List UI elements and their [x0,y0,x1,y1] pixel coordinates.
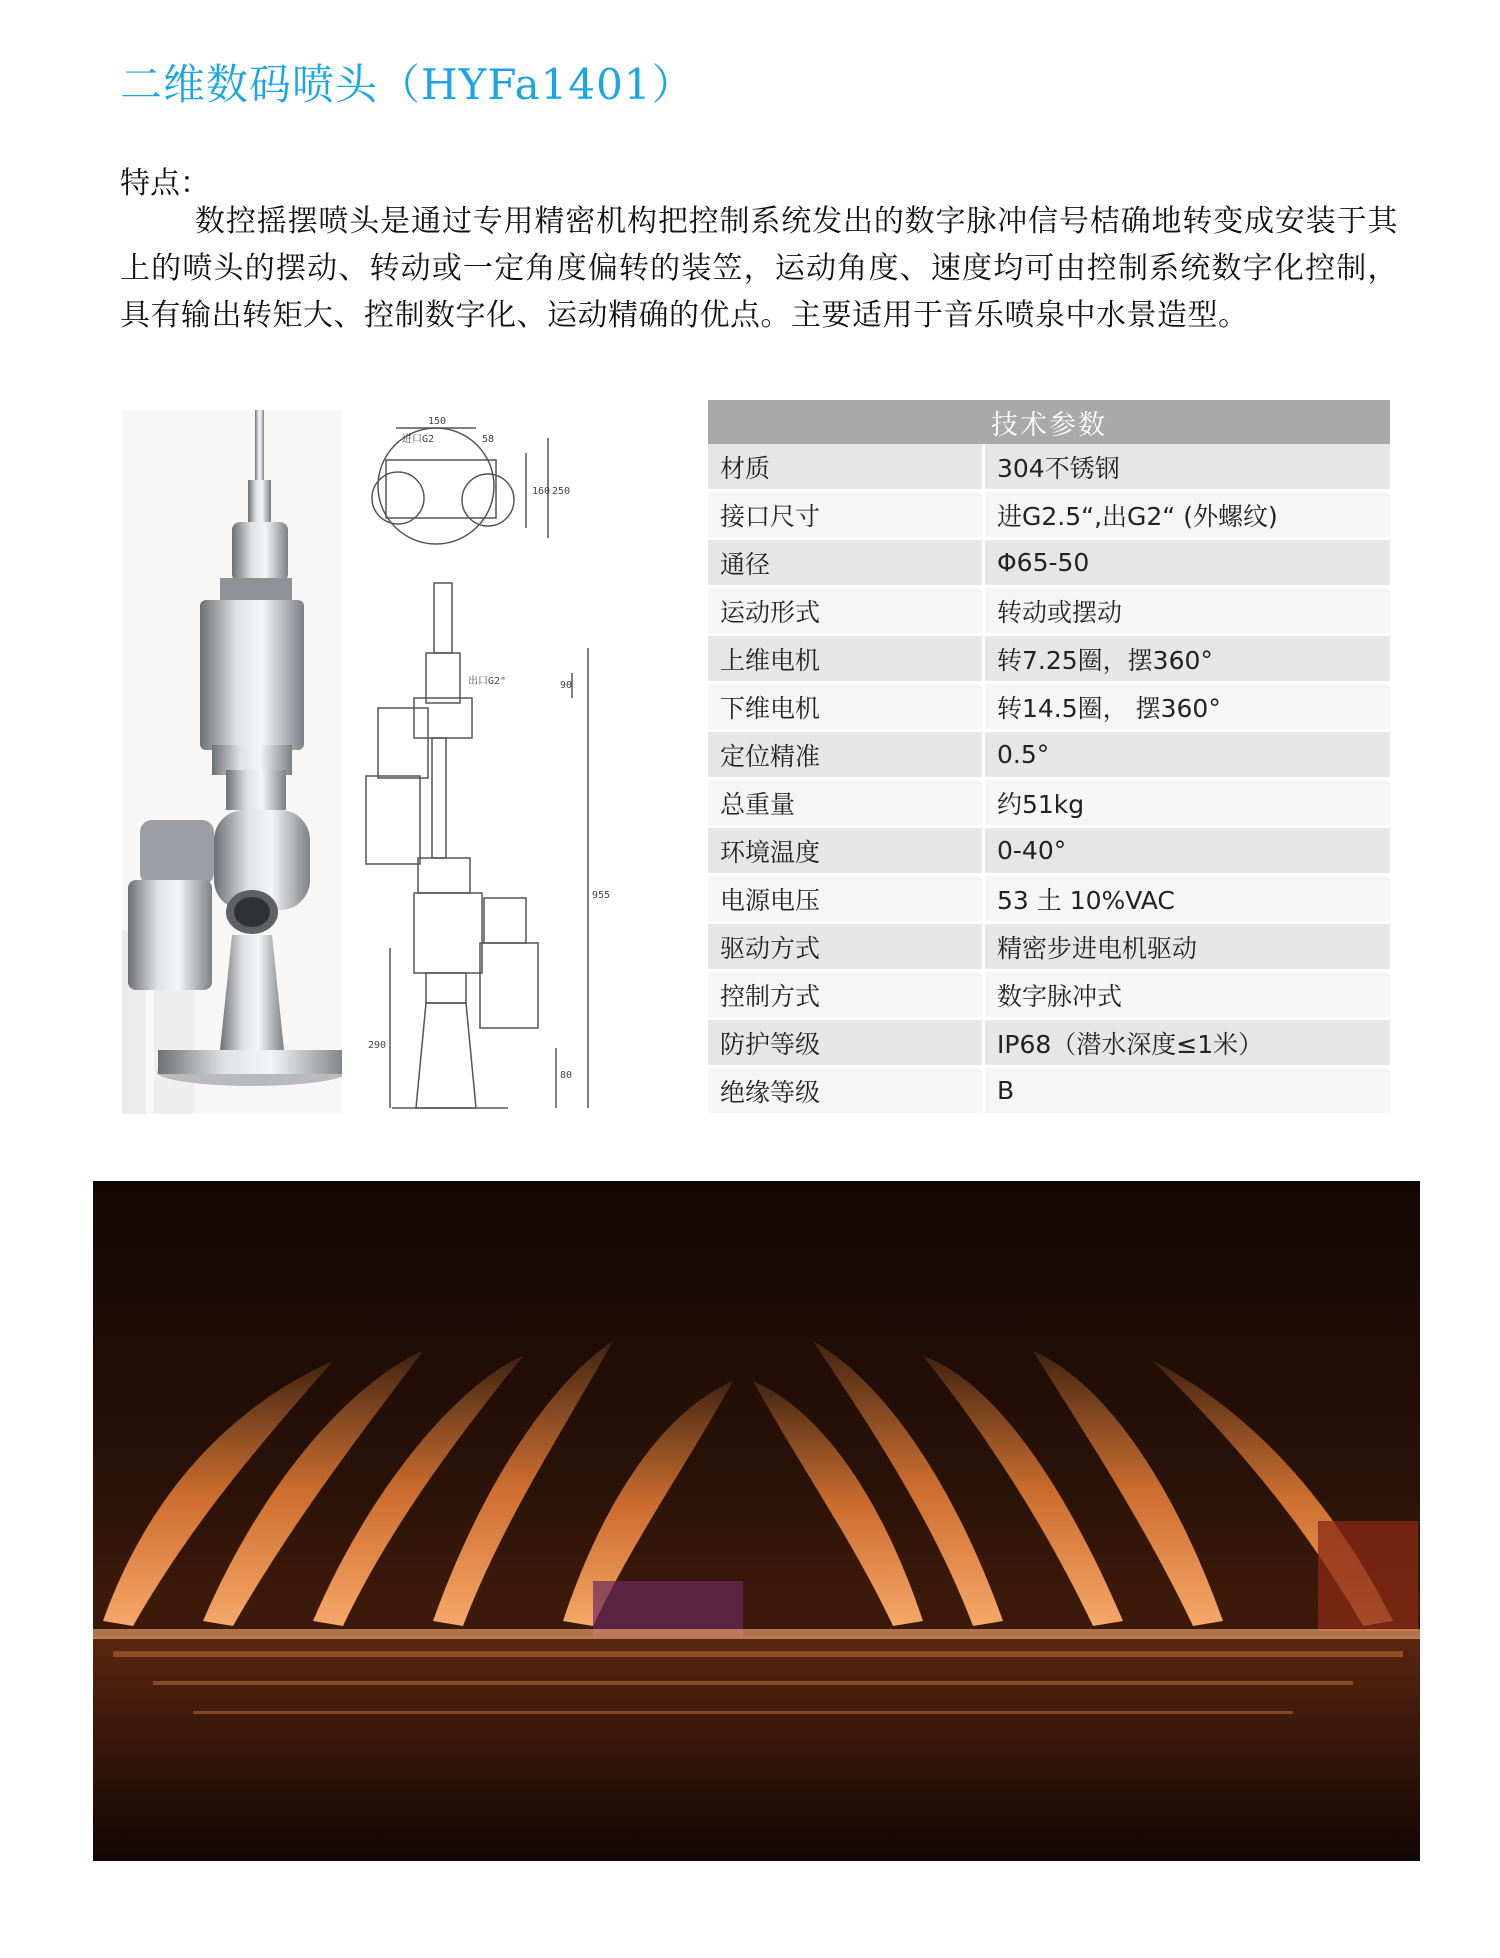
spec-value: 304不锈钢 [984,444,1391,491]
spec-key: 控制方式 [708,971,984,1019]
spec-key: 总重量 [708,779,984,827]
dim-80: 80 [560,1070,573,1081]
table-row [708,635,1390,683]
spec-key: 接口尺寸 [708,491,984,539]
spec-value: Φ65-50 [984,539,1391,587]
table-row [708,827,1390,875]
spec-key: 环境温度 [708,827,984,875]
dim-955: 955 [592,890,611,901]
spec-value: IP68（潜水深度≤1米） [984,1019,1391,1067]
table-row [708,539,1390,587]
dim-outlet: 出口G2" [468,676,507,687]
spec-table-header: 技术参数 [708,400,1390,444]
table-row [708,491,1390,539]
spec-value: 数字脉冲式 [984,971,1391,1019]
dim-58: 58 [482,434,495,445]
spec-value: 进G2.5“,出G2“ (外螺纹) [984,491,1391,539]
dim-290: 290 [368,1040,387,1051]
dim-160: 160 [532,486,551,497]
fountain-photo [93,1181,1420,1861]
spec-value: 转动或摆动 [984,587,1391,635]
features-description: 数控摇摆喷头是通过专用精密机构把控制系统发出的数字脉冲信号桔确地转变成安装于其上的喷头的摆动、转动或一定角度偏转的装笠，运动角度、速度均可由控制系统数字化控制，具有输出转矩大、控制数字化、运动精确的优点。主要适用于音乐喷泉中水景造型。 [120,204,1398,333]
spec-key: 定位精准 [708,731,984,779]
product-photo [122,410,342,1114]
spec-value: 0.5° [984,731,1391,779]
spec-key: 绝缘等级 [708,1067,984,1115]
dim-250: 250 [552,486,571,497]
table-row [708,1019,1390,1067]
page-title: 二维数码喷头（HYFa1401） [120,60,695,109]
features-label: 特点： [120,166,210,201]
dim-inlet: 进口G2 [402,434,435,445]
spec-key: 驱动方式 [708,923,984,971]
spec-key: 上维电机 [708,635,984,683]
spec-key: 下维电机 [708,683,984,731]
dim-150: 150 [428,416,447,427]
spec-value: B [984,1067,1391,1115]
table-row [708,1067,1390,1115]
technical-drawing [356,408,620,1114]
spec-key: 通径 [708,539,984,587]
spec-value: 53 土 10%VAC [984,875,1391,923]
spec-key: 材质 [708,444,984,491]
spec-table [708,400,1390,1116]
table-row [708,971,1390,1019]
spec-key: 防护等级 [708,1019,984,1067]
spec-key: 运动形式 [708,587,984,635]
spec-value: 转14.5圈， 摆360° [984,683,1391,731]
spec-value: 转7.25圈，摆360° [984,635,1391,683]
spec-key: 电源电压 [708,875,984,923]
table-row [708,683,1390,731]
spec-value: 精密步进电机驱动 [984,923,1391,971]
table-row [708,875,1390,923]
table-row [708,779,1390,827]
table-row [708,444,1390,491]
dim-90: 90 [560,680,573,691]
spec-value: 0-40° [984,827,1391,875]
table-row [708,587,1390,635]
spec-value: 约51kg [984,779,1391,827]
table-row [708,731,1390,779]
table-row [708,923,1390,971]
